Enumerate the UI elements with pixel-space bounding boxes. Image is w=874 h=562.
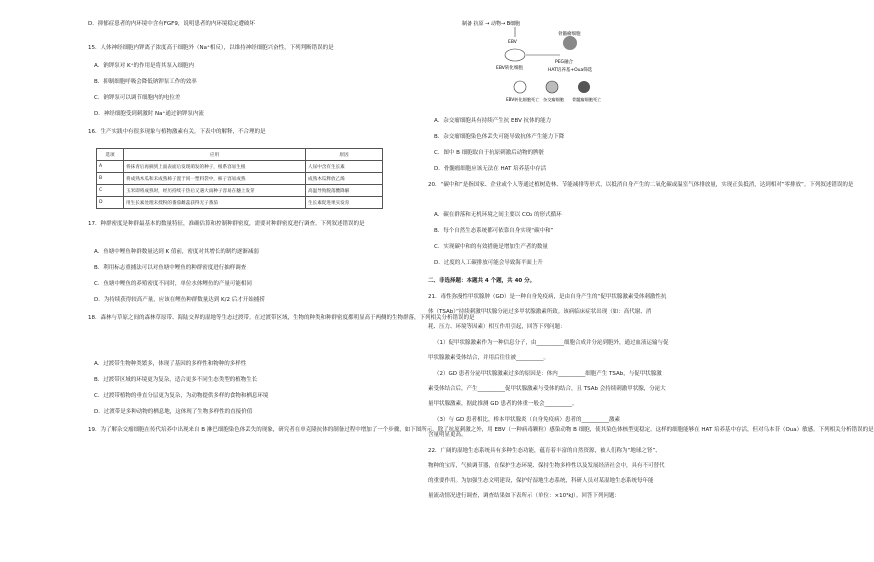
option-15a: A．钠钾泵对 K⁺的作用是将其泵入细胞内: [94, 63, 195, 69]
question-20: 20．“碳中和”是指国家、企业或个人等通过植树造林、节能减排等形式，以抵消自身产生的二氧化碳或温室气体排放量，实现正负抵消，达到相对“零排放”。下列叙述错误的是: [428, 182, 854, 188]
table-cell: 生长素促进果实发育: [306, 197, 383, 209]
table-cell: B: [97, 173, 124, 185]
question-18: 18．森林与草原之间的森林草原带、海陆交界的湿地等生态过渡带。在过渡带区域，生物的种类和种群密度都明显高于两侧的生物群落，下列相关分析错误的是: [88, 315, 475, 321]
question-22-cont3: 量流动情况进行调查，调查结果如下表所示（单位：×10³kJ）。回答下列问题：: [428, 493, 620, 499]
table-cell: 玉米即将成熟时，经历持续干热后又遇大雨种子容易在穗上发芽: [124, 185, 306, 197]
option-18a: A．过渡带生物种类繁多，体现了基因的多样性和物种的多样性: [94, 361, 247, 367]
section-2-heading: 二、非选择题：本题共 4 个题，共 40 分。: [428, 278, 536, 284]
table-cell: 将成熟木瓜和未成熟柿子置于同一塑料袋中，柿子容易成熟: [124, 173, 306, 185]
option-19c: C．图中 B 细胞取自于抗原刺激后动物的脾脏: [434, 150, 545, 156]
question-21-part1-cont: 甲状腺激素受体结合，并用后往往被__________。: [428, 355, 550, 361]
table-cell: 将抹青后再摘到上面表面后发现萌发的种子，根系容易生根: [124, 161, 306, 173]
option-18b: B．过渡带区域的环境更为复杂，适合更多不同生态类型的植物生长: [94, 377, 258, 383]
table-header: 原因: [306, 149, 383, 161]
table-cell: A: [97, 161, 124, 173]
table-header: 选项: [97, 149, 124, 161]
question-21-part2: （2）GD 患者分泌甲状腺激素过多的原因是：体内__________细胞产生 TSAb，与促甲状腺激: [434, 371, 662, 377]
option-17b: B．利用标志重捕法可以对鱼塘中鲤鱼的种群密度进行抽样调查: [94, 265, 247, 271]
hybridoma-label: 杂交瘤细胞: [543, 97, 564, 102]
ebv-cell-shape: [505, 49, 525, 61]
question-21-cont: 体（TSAb）”持续刺激甲状腺分泌过多甲状腺激素所致。该病临床症状出现（如：高代谢、消: [428, 309, 652, 315]
question-21-part3: （3）与 GD 患者相比，桥本甲状腺炎（自身免疫病）患者的__________激素: [434, 417, 620, 423]
option-17a: A．鱼塘中鲤鱼种群数量达到 K 值前，密度对其增长的制约逐渐减弱: [94, 249, 259, 255]
option-17d: D．为持续获得较高产量，应该在鲤鱼种群数量达到 K/2 后才开始捕捞: [94, 297, 265, 303]
question-16-table: [96, 148, 383, 209]
table-cell: C: [97, 185, 124, 197]
dead-ebv-label: EBV转化细胞死亡: [506, 97, 540, 102]
table-row: [97, 173, 383, 185]
question-15: 15．人体神经细胞内钾离子浓度高于细胞外（Na⁺相反），以维持神经细胞兴奋性，下列判断错误的是: [88, 45, 334, 51]
option-19b: B．杂交瘤细胞染色体丢失可能导致抗体产生能力下降: [434, 134, 565, 140]
hybridoma-cell-shape: [546, 81, 558, 93]
question-22: 22．广阔的湿地生态系统具有多种生态功能，蕴育着丰富的自然资源，被人们称为“地球之肾”、: [428, 448, 661, 454]
table-cell: 成熟木瓜释放乙烯: [306, 173, 383, 185]
diagram-top-label: 制备 抗原 → 动物→ B细胞: [462, 21, 521, 27]
table-row: [97, 197, 383, 209]
question-21-part2-cont2: 量甲状腺激素，据此推测 GD 患者的体重一般会__________。: [428, 401, 578, 407]
hybridoma-diagram: [460, 15, 610, 110]
option-20d: D．过度的人工碳排放可能会导致海平面上升: [434, 260, 543, 266]
option-15b: B．抑制细胞呼吸会降低钠钾泵工作的效率: [94, 79, 197, 85]
question-16: 16．生产实践中有很多现象与植物激素有关。下表中的解释，不合理的是: [88, 129, 266, 135]
option-19a: A．杂交瘤细胞具有持续产生抗 EBV 抗体的能力: [434, 118, 552, 124]
option-20b: B．每个自然生态系统都可依靠自身实现“碳中和”: [434, 228, 554, 234]
myeloma-label: 骨髓瘤细胞: [558, 32, 581, 37]
option-18c: C．过渡带植物的垂直分层更为复杂，为动物提供多样的食物和栖息环境: [94, 393, 269, 399]
ebv-label: EBV: [508, 40, 517, 45]
option-19d: D．骨髓瘤细胞应该无法在 HAT 培养基中存活: [434, 166, 547, 172]
hat-label: HAT培养基+Oua筛选: [548, 68, 593, 73]
question-21-cont2: 耗、压力、环境等因素）相互作用引起，回答下列问题：: [428, 324, 566, 330]
dead-myeloma-label: 骨髓瘤细胞死亡: [572, 97, 602, 102]
question-21: 21．毒性弥漫性甲状腺肿（GD）是一种自身免疫病，是由自身产生的“促甲状腺激素受体刺激性抗: [428, 294, 667, 300]
option-18d: D．过渡带是多种动物的栖息地，这体现了生物多样性的直接价值: [94, 409, 253, 415]
option-20a: A．碳在群落和无机环境之间主要以 CO₂ 的形式循环: [434, 212, 562, 218]
option-15d: D．神经细胞受到刺激时 Na⁺通过钠钾泵内流: [94, 111, 204, 117]
table-header-row: [97, 149, 383, 161]
table-row: [97, 161, 383, 173]
question-21-part3-cont: 含量明显更高。: [428, 432, 467, 438]
option-15c: C．钠钾泵可以调节细胞内的电位差: [94, 95, 181, 101]
question-22-cont2: 的重要作用。为加强生态文明建设，保护好湿地生态系统，科研人员对某湿地生态系统每年能: [428, 478, 654, 484]
option-d-14: D．抑郁症患者的内环境中含有FGF9，说明患者的内环境稳定遭破坏: [88, 21, 255, 27]
question-22-cont: 物种的宝库，气候调节器，在保护生态环境、保持生物多样性以及发展经济社会中，具有不可替代: [428, 463, 665, 469]
dead-ebv-cell-shape: [514, 81, 526, 93]
question-21-part2-cont: 素受体结合后，产生__________促甲状腺激素与受体的结合，且 TSAb 会持续刺激甲状腺，分泌大: [428, 386, 666, 392]
peg-label: PEG融合: [555, 60, 574, 65]
table-cell: 高温导致脱落酸降解: [306, 185, 383, 197]
question-19: 19．为了解杂交瘤细胞在传代培养中出现来自 B 淋巴细胞染色体丢失的现象，研究者在单克隆抗体的制备过程中增加了一个步骤，如下图所示。除了抗原刺激之外，用 EBV（一种病毒颗粒）感染动物 B 细胞，使其染色体核型更稳定。这样的细胞能够在 HAT 培养基中存活，但对乌本苷（Oua）敏感。下列相关分析错误的是: [88, 427, 874, 433]
question-17: 17．种群密度是种群最基本的数量特征，准确估算和控制种群密度，需要对种群密度进行调查。下列叙述错误的是: [88, 221, 365, 227]
table-header: 应用: [124, 149, 306, 161]
table-cell: 用生长素处理未授粉的番茄雌蕊获得无子番茄: [124, 197, 306, 209]
myeloma-cell-shape: [563, 36, 577, 50]
option-20c: C．实现碳中和的有效措施是增加生产者的数量: [434, 244, 548, 250]
ebv-cell-label: EBV转化细胞: [496, 66, 523, 71]
question-21-part1: （1）促甲状腺激素作为一种信息分子，由__________细胞合成并分泌到胞外，通过血液运输与促: [434, 340, 669, 346]
table-cell: 人尿中含有生长素: [306, 161, 383, 173]
table-row: [97, 185, 383, 197]
option-17c: C．鱼塘中鲤鱼的养殖密度不同时，单位水体鲤鱼的产量可能相同: [94, 281, 252, 287]
dead-myeloma-cell-shape: [578, 81, 590, 93]
table-cell: D: [97, 197, 124, 209]
